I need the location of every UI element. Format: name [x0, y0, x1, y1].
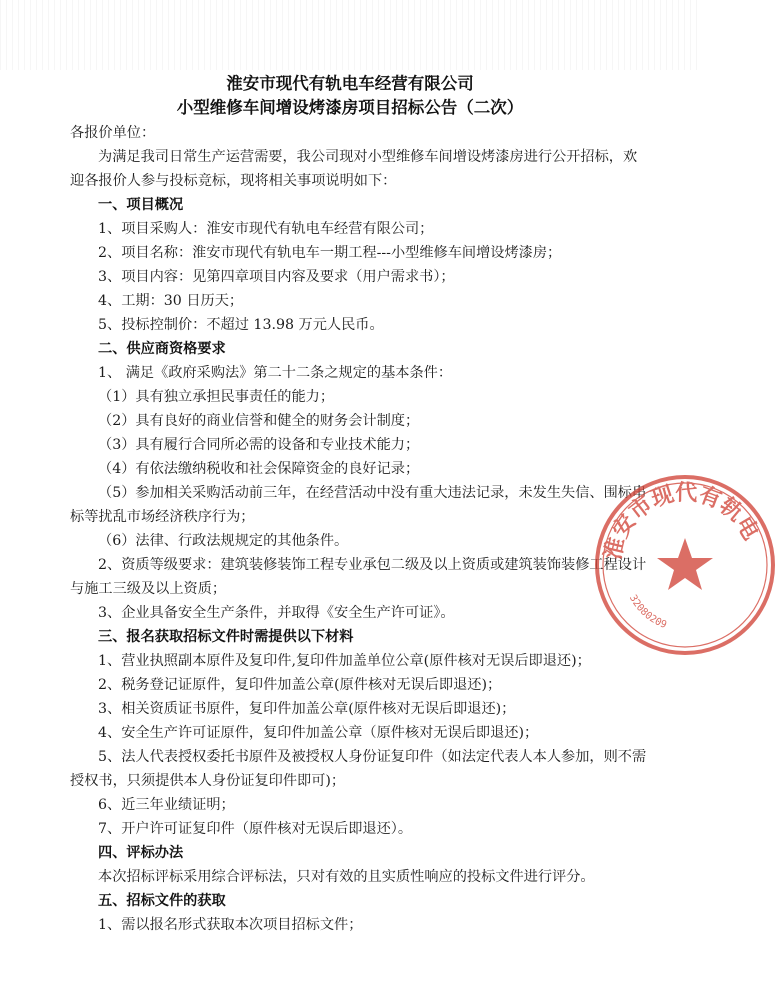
sec3-item-2: 2、税务登记证原件，复印件加盖公章(原件核对无误后即退还)； — [98, 677, 502, 693]
sec2-cond-4: （4）有依法缴纳税收和社会保障资金的良好记录； — [98, 461, 420, 477]
sec3-item-4: 4、安全生产许可证原件，复印件加盖公章（原件核对无误后即退还)； — [98, 725, 539, 741]
sec2-cond-2: （2）具有良好的商业信誉和健全的财务会计制度； — [98, 413, 420, 429]
sec1-item-3: 3、项目内容：见第四章项目内容及要求（用户需求书）； — [98, 269, 455, 285]
sec2-cond-5-line-2: 标等扰乱市场经济秩序行为； — [70, 509, 255, 525]
sec3-item-7: 7、开户许可证复印件（原件核对无误后即退还）。 — [98, 821, 413, 837]
section-1-heading: 一、项目概况 — [98, 197, 184, 213]
section-4-heading: 四、评标办法 — [98, 845, 184, 861]
sec2-cond-6: （6）法律、行政法规规定的其他条件。 — [98, 533, 349, 549]
sec4-text: 本次招标评标采用综合评标法，只对有效的且实质性响应的投标文件进行评分。 — [98, 869, 595, 885]
sec2-item-1: 1、 满足《政府采购法》第二十二条之规定的基本条件： — [98, 365, 453, 381]
sec5-item-1: 1、需以报名形式获取本次项目招标文件； — [98, 917, 363, 933]
sec3-item-6: 6、近三年业绩证明； — [98, 797, 235, 813]
scan-noise — [0, 0, 700, 70]
intro-line-2: 迎各报价人参与投标竞标，现将相关事项说明如下： — [70, 173, 397, 189]
sec1-item-5: 5、投标控制价：不超过 13.98 万元人民币。 — [98, 317, 384, 333]
sec2-item-2-line-2: 与施工三级及以上资质； — [70, 581, 227, 597]
sec2-cond-1: （1）具有独立承担民事责任的能力； — [98, 389, 335, 405]
sec2-cond-3: （3）具有履行合同所必需的设备和专业技术能力； — [98, 437, 420, 453]
sec2-item-2-line-1: 2、资质等级要求：建筑装修装饰工程专业承包二级及以上资质或建筑装饰装修工程设计 — [98, 557, 647, 573]
section-5-heading: 五、招标文件的获取 — [98, 893, 226, 909]
sec3-item-1: 1、营业执照副本原件及复印件,复印件加盖单位公章(原件核对无误后即退还)； — [98, 653, 591, 669]
sec3-item-3: 3、相关资质证书原件，复印件加盖公章(原件核对无误后即退还)； — [98, 701, 516, 717]
company-seal — [590, 470, 780, 660]
intro-line-1: 为满足我司日常生产运营需要，我公司现对小型维修车间增设烤漆房进行公开招标，欢 — [98, 149, 638, 165]
seal-text: 淮安市现代有轨电 — [600, 480, 763, 563]
salutation: 各报价单位： — [70, 125, 156, 141]
sec1-item-2: 2、项目名称：淮安市现代有轨电车一期工程---小型维修车间增设烤漆房； — [98, 245, 562, 261]
sec2-cond-5-line-1: （5）参加相关采购活动前三年，在经营活动中没有重大违法记录，未发生失信、围标串 — [98, 485, 647, 501]
sec1-item-4: 4、工期：30 日历天； — [98, 293, 244, 309]
seal-star-icon — [657, 538, 713, 590]
sec3-item-5-line-2: 授权书，只须提供本人身份证复印件即可)； — [70, 773, 346, 789]
seal-code: 32080209 — [626, 593, 669, 631]
section-2-heading: 二、供应商资格要求 — [98, 341, 226, 357]
doc-title-line1: 淮安市现代有轨电车经营有限公司 — [226, 74, 474, 93]
sec1-item-1: 1、项目采购人：淮安市现代有轨电车经营有限公司； — [98, 221, 434, 237]
sec3-item-5-line-1: 5、法人代表授权委托书原件及被授权人身份证复印件（如法定代表人本人参加，则不需 — [98, 749, 647, 765]
section-3-heading: 三、报名获取招标文件时需提供以下材料 — [98, 629, 354, 645]
sec2-item-3: 3、企业具备安全生产条件，并取得《安全生产许可证》。 — [98, 605, 455, 621]
doc-title-line2: 小型维修车间增设烤漆房项目招标公告（二次） — [176, 98, 524, 117]
